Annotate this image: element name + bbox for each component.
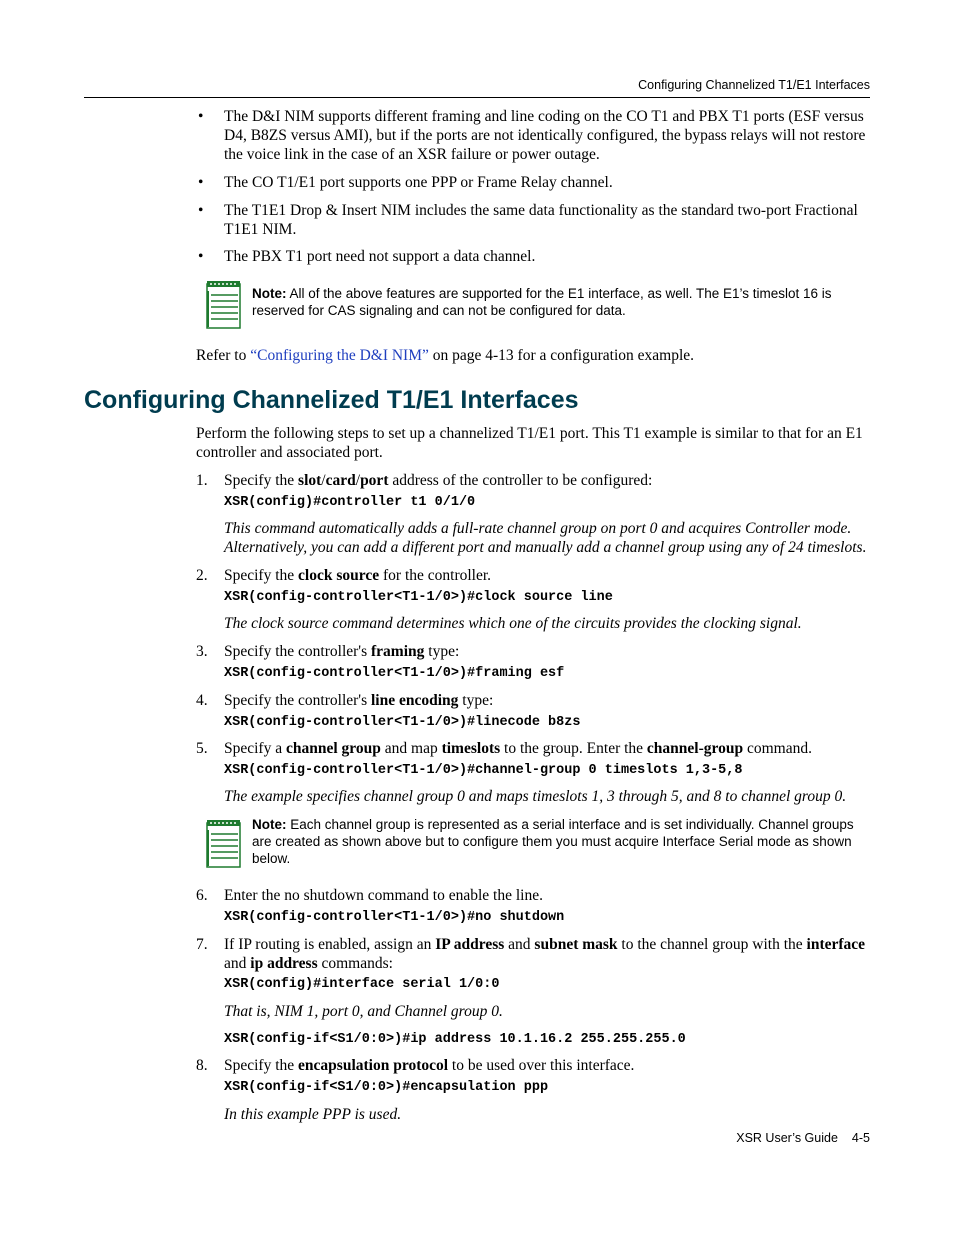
bullet-item: The PBX T1 port need not support a data channel. [224, 248, 536, 265]
step-1-text: Specify the slot/card/port address of the controller to be configured: [224, 472, 653, 489]
bullet-dot: • [198, 248, 204, 265]
code-line: XSR(config-controller<T1-1/0>)#channel-group 0 timeslots 1,3-5,8 [224, 763, 743, 778]
step-3-text: Specify the controller's framing type: [224, 643, 460, 660]
note-2 [252, 816, 872, 867]
bullet-item: The D&I NIM supports different framing and line coding on the CO T1 and PBX T1 ports (ESF versus D4, B8ZS versus AMI), but if the ports are not identically configured, the bypass relays will not restore the voice link in the case of an XSR failure or power outage. [224, 108, 866, 163]
step-number: 3. [196, 643, 208, 660]
header-rule [84, 97, 870, 98]
notepad-icon [206, 819, 242, 874]
step-note: The clock source command determines which one of the circuits provides the clocking signal. [224, 615, 802, 632]
step-4-text: Specify the controller's line encoding type: [224, 692, 494, 709]
code-line: XSR(config-controller<T1-1/0>)#no shutdown [224, 910, 565, 925]
step-6-text: Enter the no shutdown command to enable the line. [224, 887, 543, 904]
running-header: Configuring Channelized T1/E1 Interfaces [638, 78, 870, 92]
step-number: 5. [196, 740, 208, 757]
footer-page-number: 4-5 [851, 1131, 870, 1145]
step-note: In this example PPP is used. [224, 1106, 402, 1123]
refer-line [196, 346, 694, 365]
step-8-text: Specify the encapsulation protocol to be used over this interface. [224, 1057, 635, 1074]
step-note: That is, NIM 1, port 0, and Channel group 0. [224, 1003, 503, 1020]
step-number: 6. [196, 887, 208, 904]
step-2-text: Specify the clock source for the controller. [224, 567, 492, 584]
note-label: Note: [252, 286, 287, 301]
refer-prefix: Refer to [196, 347, 251, 364]
notepad-icon [206, 280, 242, 335]
bullet-dot: • [198, 174, 204, 191]
bullet-item: The CO T1/E1 port supports one PPP or Frame Relay channel. [224, 174, 613, 191]
footer-guide: XSR User’s Guide [736, 1131, 838, 1145]
code-line: XSR(config-controller<T1-1/0>)#framing esf [224, 666, 565, 681]
step-5-text: Specify a channel group and map timeslots to the group. Enter the channel-group command. [224, 740, 812, 757]
step-number: 8. [196, 1057, 208, 1074]
note-body: Each channel group is represented as a serial interface and is set individually. Channel groups are created as shown above but to configure them you must acquire Interface Serial mode as shown below. [252, 817, 854, 866]
step-7-text: If IP routing is enabled, assign an IP address and subnet mask to the channel group with the interface and ip address commands: [224, 936, 866, 972]
page-footer [736, 1131, 870, 1145]
bullet-item: The T1E1 Drop & Insert NIM includes the same data functionality as the standard two-port Fractional T1E1 NIM. [224, 202, 858, 238]
step-number: 7. [196, 936, 208, 953]
note-1 [252, 285, 872, 319]
note-body: All of the above features are supported for the E1 interface, as well. The E1’s timeslot 16 is reserved for CAS signaling and can not be configured for data. [252, 286, 832, 318]
step-note: The example specifies channel group 0 and maps timeslots 1, 3 through 5, and 8 to channel group 0. [224, 788, 847, 805]
code-line: XSR(config-controller<T1-1/0>)#clock source line [224, 590, 613, 605]
code-line: XSR(config-if<S1/0:0>)#ip address 10.1.16.2 255.255.255.0 [224, 1032, 686, 1047]
bullet-dot: • [198, 108, 204, 125]
step-number: 1. [196, 472, 208, 489]
bullet-dot: • [198, 202, 204, 219]
section-title: Configuring Channelized T1/E1 Interfaces [84, 386, 579, 414]
step-note: This command automatically adds a full-rate channel group on port 0 and acquires Controller mode. Alternatively, you can add a different port and manually add a channel group using any of 24 timeslots. [224, 520, 867, 556]
code-line: XSR(config-if<S1/0:0>)#encapsulation ppp [224, 1080, 549, 1095]
code-line: XSR(config)#controller t1 0/1/0 [224, 495, 476, 510]
code-line: XSR(config)#interface serial 1/0:0 [224, 977, 500, 992]
step-number: 2. [196, 567, 208, 584]
refer-suffix: on page 4-13 for a configuration example. [428, 347, 695, 364]
step-number: 4. [196, 692, 208, 709]
intro-paragraph: Perform the following steps to set up a channelized T1/E1 port. This T1 example is similar to that for an E1 controller and associated port. [196, 425, 863, 461]
refer-link[interactable]: “Configuring the D&I NIM” [250, 347, 429, 364]
note-label: Note: [252, 817, 287, 832]
code-line: XSR(config-controller<T1-1/0>)#linecode b8zs [224, 715, 581, 730]
